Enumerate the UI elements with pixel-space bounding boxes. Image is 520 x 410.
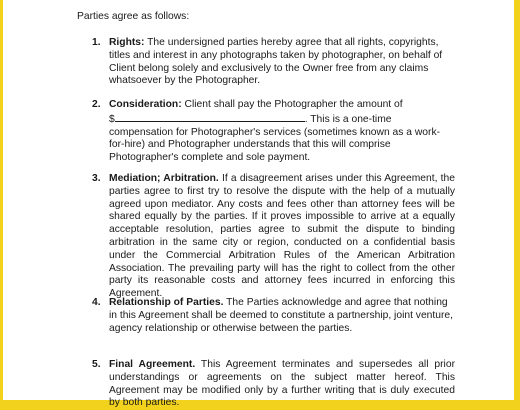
- clause-heading: Mediation; Arbitration.: [109, 173, 219, 184]
- clause-heading: Consideration:: [109, 99, 182, 110]
- clause-body: [109, 173, 455, 301]
- clause-number: 4.: [92, 297, 101, 308]
- clause-number: 3.: [92, 173, 101, 184]
- clause-text: If a disagreement arises under this Agreement, the parties agree to first try to resolve the dispute with the help of a mutually agreed upon mediator. Any costs and fees other than attorney fees will be shared equally by the parties. If it proves impossible to arrive at a equally acceptable resolution, parties agree to submit the dispute to binding arbitration in the same city or region, conducted on a confidential basis under the Commercial Arbitration Rules of the American Arbitration Association. The prevailing party will has the right to collect from the other party its reasonable costs and attorney fees incurred in enforcing this Agreement.: [109, 173, 455, 300]
- clause-number: 1.: [92, 37, 101, 48]
- clause-text: The undersigned parties hereby agree that all rights, copyrights, titles and interest in any photographs taken by photographer, on behalf of Client belong solely and exclusively to the Owner free from any claims whatsoever by the Photographer.: [109, 37, 443, 87]
- clause-number: 5.: [92, 359, 101, 370]
- clause-heading: Relationship of Parties.: [109, 297, 224, 308]
- clause-text: The Parties acknowledge and agree that nothing in this Agreement shall be deemed to constitute a partnership, joint venture, agency relationship or otherwise between the parties.: [109, 297, 454, 334]
- clause-body: [109, 99, 455, 165]
- clause-body: [109, 297, 455, 335]
- currency-symbol: $: [109, 113, 115, 125]
- clause-text-after: . This is a one-time compensation for Photographer's services (sometimes known as a work-for-hire) and Photographer understands that this will comprise Photographer's complete and sole payment.: [109, 113, 441, 164]
- clause-text: Client shall pay the Photographer the amount of: [181, 99, 403, 110]
- clause-heading: Rights:: [109, 37, 145, 48]
- intro-text: Parties agree as follows:: [77, 11, 190, 22]
- clause-body: [109, 37, 455, 88]
- clause-heading: Final Agreement.: [109, 359, 196, 370]
- clause-text: This Agreement terminates and supersedes all prior understandings or agreements on the subject matter hereof. This Agreement may be modified only by a further writing that is duly executed by both parties.: [109, 359, 455, 409]
- clause-number: 2.: [92, 99, 101, 110]
- document-page: [3, 0, 514, 409]
- clause-body: [109, 359, 455, 410]
- amount-blank-line: [115, 112, 305, 122]
